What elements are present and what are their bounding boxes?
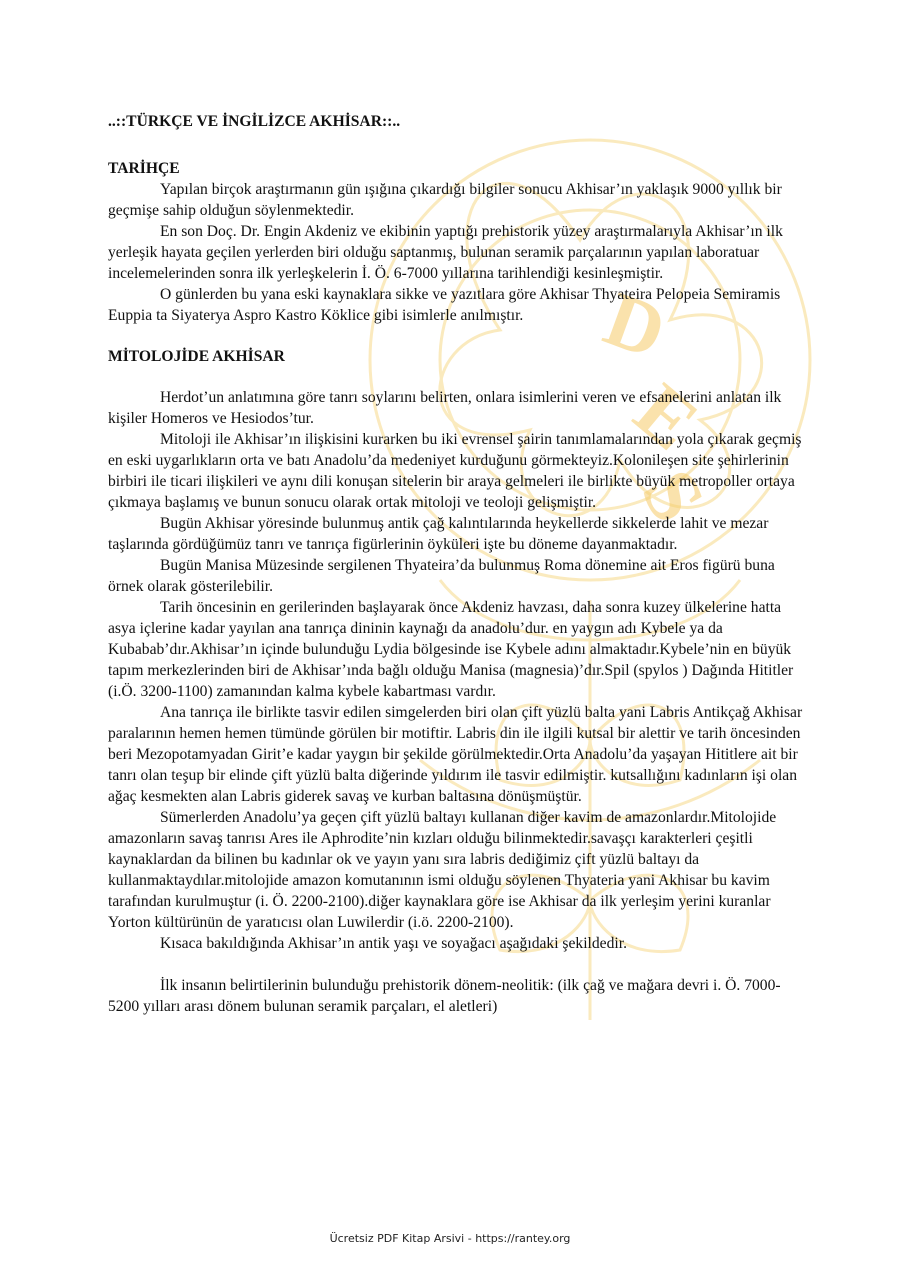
paragraph: Tarih öncesinin en gerilerinden başlayarak önce Akdeniz havzası, daha sonra kuzey ülkelerine hatta asya içlerine kadar yayılan ana tanrıça dininin kaynağı da anadolu’dur. en yaygın adı Kybele ya da Kubabab’dır.Akhisar’ın içinde bulunduğu Lydia bölgesinde ise Kybele adını almaktadır.Kybele’nin en büyük tapım merkezlerinden biri de Akhisar’ında bağlı olduğu Manisa (magnesia)’dır.Spil (spylos ) Dağında Hititler (i.Ö. 3200-1100) zamanından kalma kybele kabartması vardır. (108, 599, 794, 700)
section-mythology (108, 346, 808, 1017)
paragraph: En son Doç. Dr. Engin Akdeniz ve ekibinin yaptığı prehistorik yüzey araştırmalarıyla Akhisar’ın ilk yerleşik hayata geçilen yerlerden biri olduğu saptanmış, bulunan seramik parçalarının yapılan laboratuar incelemelerinden sonra ilk yerleşkelerin İ. Ö. 6-7000 yıllarına tarihlendiği kesinleşmiştir. (108, 223, 783, 282)
paragraph: Mitoloji ile Akhisar’ın ilişkisini kurarken bu iki evrensel şairin tanımlamalarından yola çıkarak geçmiş en eski uygarlıkların orta ve batı Anadolu’da medeniyet kurduğunu görmekteyiz.Kolonileşen site şehirlerinin birbiri ile ticari ilişkileri ve aynı dili konuşan sitelerin bir araya gelmeleri ile birlikte büyük metropoller ortaya çıkmaya başlamış ve bunun sonucu olarak ortak mitoloji ve teoloji gelişmiştir. (108, 431, 802, 511)
paragraph: O günlerden bu yana eski kaynaklara sikke ve yazıtlara göre Akhisar Thyateira Pelopeia Semiramis Euppia ta Siyaterya Aspro Kastro Köklice gibi isimlerle anılmıştır. (108, 286, 781, 324)
paragraph-gap (108, 954, 808, 975)
paragraph: Kısaca bakıldığında Akhisar’ın antik yaşı ve soyağacı aşağıdaki şekildedir. (160, 935, 627, 952)
svg-text:D: D (594, 274, 677, 376)
document-title: ..::TÜRKÇE VE İNGİLİZCE AKHİSAR::.. (108, 113, 401, 130)
paragraph: Herdot’un anlatımına göre tanrı soylarını belirten, onlara isimlerini veren ve efsanelerini anlatan ilk kişiler Homeros ve Hesiodos’tur. (108, 389, 782, 427)
paragraph: Sümerlerden Anadolu’ya geçen çift yüzlü baltayı kullanan diğer kavim de amazonlardır.Mitolojide amazonların savaş tanrısı Ares ile Aphrodite’nin kızları olduğu bilinmektedir.savaşçı karakterleri çeşitli kaynaklardan da bilinen bu kadınlar ok ve yayın yanı sıra labris dediğimiz çift yüzlü baltayı da kullanmaktaydılar.mitolojide amazon komutanının ismi olduğu söylenen Thyateria yani Akhisar bu kavim tarafından kurulmuştur (i. Ö. 2200-2100).diğer kaynaklara göre ise Akhisar da ilk yerleşim yerini kuranlar Yorton kültürünün de yaratıcısı olan Luwilerdir (i.ö. 2200-2100). (108, 809, 777, 931)
paragraph: Yapılan birçok araştırmanın gün ışığına çıkardığı bilgiler sonucu Akhisar’ın yaklaşık 9000 yıllık bir geçmişe sahip olduğun söylenmektedir. (108, 181, 782, 219)
section-history (108, 158, 808, 326)
svg-text:E: E (619, 366, 715, 467)
paragraph: Bugün Manisa Müzesinde sergilenen Thyateira’da bulunmuş Roma dönemine ait Eros figürü buna örnek olarak gösterilebilir. (108, 557, 775, 595)
svg-text:S: S (625, 455, 723, 537)
document-body (108, 111, 808, 1017)
section-heading: TARİHÇE (108, 160, 180, 177)
paragraph: İlk insanın belirtilerinin bulunduğu prehistorik dönem-neolitik: (ilk çağ ve mağara devri i. Ö. 7000-5200 yılları arası dönem bulunan seramik parçaları, el aletleri) (108, 977, 781, 1015)
page-footer: Ücretsiz PDF Kitap Arsivi - https://rantey.org (329, 1232, 571, 1245)
paragraph: Bugün Akhisar yöresinde bulunmuş antik çağ kalıntılarında heykellerde sikkelerde lahit ve mezar taşlarında gördüğümüz tanrı ve tanrıça figürlerinin öyküleri işte bu döneme dayanmaktadır. (108, 515, 769, 553)
paragraph: Ana tanrıça ile birlikte tasvir edilen simgelerden biri olan çift yüzlü balta yani Labris Antikçağ Akhisar paralarının hemen hemen tümünde görülen bir motiftir. Labris din ile ilgili kutsal bir alettir ve tarih öncesinden beri Mezopotamyadan Girit’e kadar yaygın bir şekilde görülmektedir.Orta Anadolu’da yaşayan Hititlere ait bir tanrı olan teşup bir elinde çift yüzlü balta diğerinde yıldırım ile tasvir edilmiştir. kutsallığını kadınların işi olan ağaç kesmekten alan Labris giderek savaş ve kurban baltasına dönüşmüştür. (108, 704, 803, 805)
section-heading: MİTOLOJİDE AKHİSAR (108, 348, 285, 365)
